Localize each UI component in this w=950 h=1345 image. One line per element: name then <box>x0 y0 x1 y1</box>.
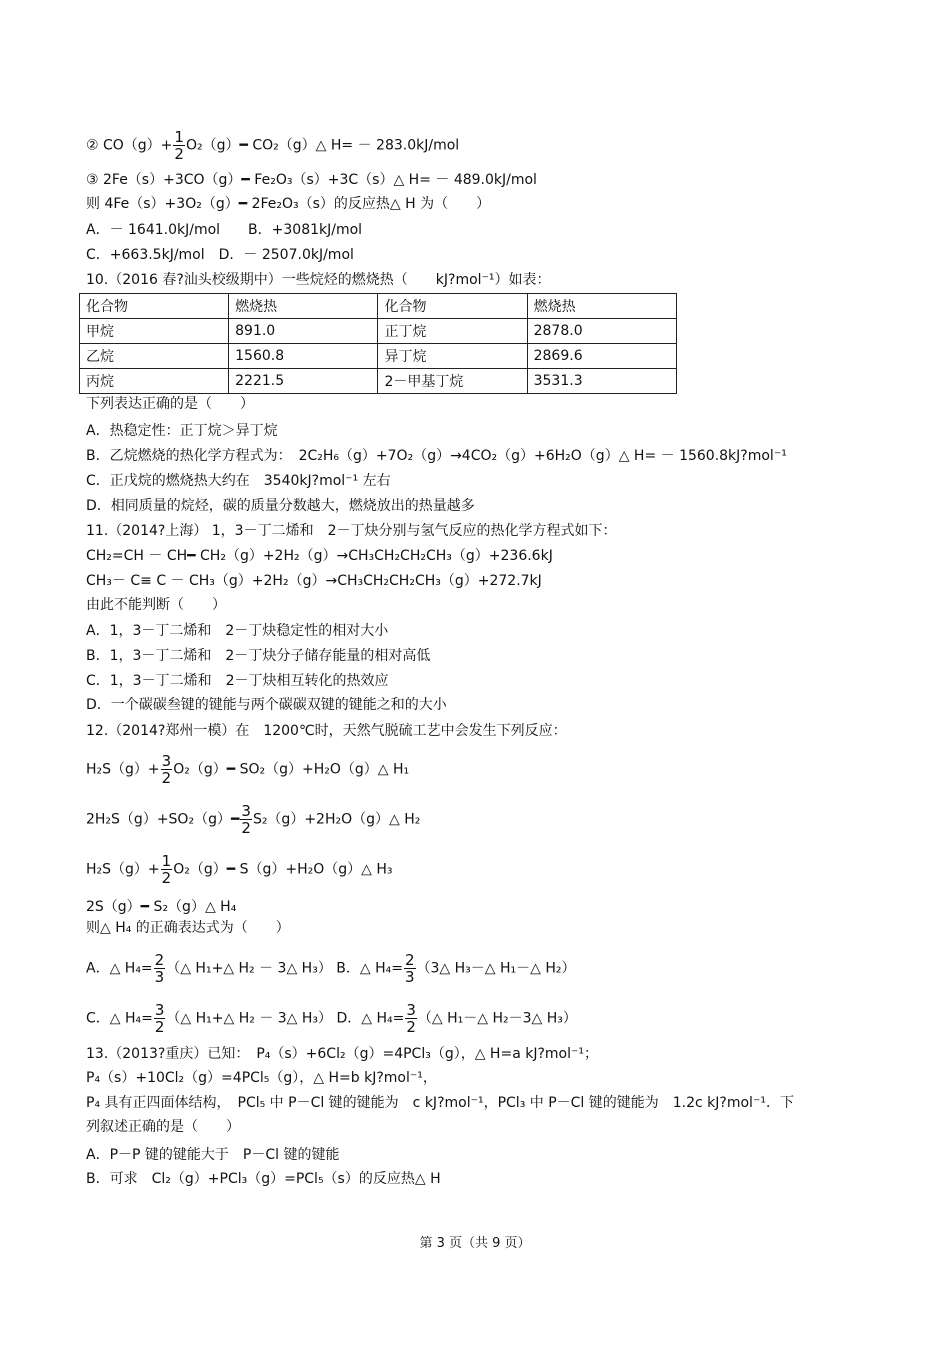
q10-option-d: D．相同质量的烷烃，碳的质量分数越大，燃烧放出的热量越多 <box>86 498 475 514</box>
q9-options-cd: C．+663.5kJ/mol D．－ 2507.0kJ/mol <box>86 247 354 263</box>
q12-equation-3: H₂S（g）+ $\frac{1}{2}$ O₂（g）━ S（g）+H₂O（g）△ H₃ <box>86 852 393 887</box>
table-cell: 正丁烷 <box>378 319 527 344</box>
q11-ask: 由此不能判断（ ） <box>86 597 226 613</box>
table-cell: 2878.0 <box>527 319 676 344</box>
q11-option-c: C．1，3－丁二烯和 2－丁炔相互转化的热效应 <box>86 673 389 689</box>
q12-options-ab: A．△ H₄= $\frac{2}{3}$ （△ H₁+△ H₂ － 3△ H₃） B．△ H₄= $\frac{2}{3}$ （3△ H₃－△ H₁－△ H₂） <box>86 951 576 986</box>
table-cell: 3531.3 <box>527 369 676 394</box>
q10-ask: 下列表达正确的是（ ） <box>86 396 254 412</box>
fraction: $\frac{1}{2}$ <box>161 852 172 887</box>
fraction: $\frac{1}{2}$ <box>174 128 184 163</box>
table-cell: 891.0 <box>229 319 378 344</box>
q13-line-2: P₄（s）+10Cl₂（g）=4PCl₅（g），△ H=b kJ?mol⁻¹， <box>86 1070 437 1086</box>
table-cell: 丙烷 <box>80 369 229 394</box>
q13-option-a: A．P－P 键的键能大于 P－Cl 键的键能 <box>86 1147 340 1163</box>
fraction: $\frac{3}{2}$ <box>406 1001 416 1036</box>
page-footer: 第 3 页（共 9 页） <box>419 1236 531 1251</box>
table-header-cell: 燃烧热 <box>527 294 676 319</box>
table-cell: 2221.5 <box>229 369 378 394</box>
q10-option-b: B．乙烷燃烧的热化学方程式为： 2C₂H₆（g）+7O₂（g）→4CO₂（g）+6H₂O（g）△ H= － 1560.8kJ?mol⁻¹ <box>86 448 787 464</box>
table-cell: 异丁烷 <box>378 344 527 369</box>
table-row <box>80 369 677 394</box>
fraction: $\frac{3}{2}$ <box>161 752 172 787</box>
q11-equation-2: CH₃－ C≡ C － CH₃（g）+2H₂（g）→CH₃CH₂CH₂CH₃（g）+272.7kJ <box>86 573 542 589</box>
q13-option-b: B．可求 Cl₂（g）+PCl₃（g）=PCl₅（s）的反应热△ H <box>86 1171 441 1187</box>
fraction: $\frac{3}{2}$ <box>241 802 251 837</box>
table-cell: 1560.8 <box>229 344 378 369</box>
q12-equation-2: 2H₂S（g）+SO₂（g）━ $\frac{3}{2}$ S₂（g）+2H₂O（g）△ H₂ <box>86 802 421 837</box>
equation-2: ② CO（g）+ $\frac{1}{2}$ O₂（g）━ CO₂（g）△ H= － 283.0kJ/mol <box>86 128 460 163</box>
fraction: $\frac{2}{3}$ <box>404 951 415 986</box>
q11-option-b: B．1，3－丁二烯和 2－丁炔分子储存能量的相对高低 <box>86 648 431 664</box>
q10-option-c: C．正戊烷的燃烧热大约在 3540kJ?mol⁻¹ 左右 <box>86 473 391 489</box>
q12-ask: 则△ H₄ 的正确表达式为（ ） <box>86 920 290 936</box>
q12-options-cd: C．△ H₄= $\frac{3}{2}$ （△ H₁+△ H₂ － 3△ H₃） D．△ H₄= $\frac{3}{2}$ （△ H₁－△ H₂－3△ H₃） <box>86 1001 577 1036</box>
q13-line-3: P₄ 具有正四面体结构， PCl₅ 中 P－Cl 键的键能为 c kJ?mol⁻¹，PCl₃ 中 P－Cl 键的键能为 1.2c kJ?mol⁻¹．下 <box>86 1095 794 1111</box>
q11-option-d: D．一个碳碳叁键的键能与两个碳碳双键的键能之和的大小 <box>86 697 447 713</box>
fraction: $\frac{2}{3}$ <box>154 951 165 986</box>
fraction: $\frac{3}{2}$ <box>154 1001 165 1036</box>
table-header-cell: 化合物 <box>80 294 229 319</box>
equation-3: ③ 2Fe（s）+3CO（g）━ Fe₂O₃（s）+3C（s）△ H= － 489.0kJ/mol <box>86 172 537 188</box>
q13-line-4: 列叙述正确的是（ ） <box>86 1119 240 1135</box>
q12-stem: 12.（2014?郑州一模）在 1200℃时，天然气脱硫工艺中会发生下列反应： <box>86 723 567 739</box>
q10-stem: 10.（2016 春?汕头校级期中）一些烷烃的燃烧热（ kJ?mol⁻¹）如表： <box>86 272 551 288</box>
q11-stem: 11.（2014?上海） 1，3－丁二烯和 2－丁炔分别与氢气反应的热化学方程式如下： <box>86 523 617 539</box>
table-row <box>80 344 677 369</box>
table-cell: 2869.6 <box>527 344 676 369</box>
table-cell: 乙烷 <box>80 344 229 369</box>
table-header-cell: 化合物 <box>378 294 527 319</box>
q9-stem: 则 4Fe（s）+3O₂（g）━ 2Fe₂O₃（s）的反应热△ H 为（ ） <box>86 196 491 212</box>
table-cell: 甲烷 <box>80 319 229 344</box>
q12-equation-4: 2S（g）━ S₂（g）△ H₄ <box>86 899 237 915</box>
q10-option-a: A．热稳定性：正丁烷＞异丁烷 <box>86 423 278 439</box>
q13-line-1: 13.（2013?重庆）已知： P₄（s）+6Cl₂（g）=4PCl₃（g），△ H=a kJ?mol⁻¹； <box>86 1046 598 1062</box>
q11-option-a: A．1，3－丁二烯和 2－丁炔稳定性的相对大小 <box>86 623 389 639</box>
combustion-heat-table <box>79 293 677 394</box>
table-cell: 2－甲基丁烷 <box>378 369 527 394</box>
q12-equation-1: H₂S（g）+ $\frac{3}{2}$ O₂（g）━ SO₂（g）+H₂O（g）△ H₁ <box>86 752 410 787</box>
q9-options-ab: A．－ 1641.0kJ/mol B．+3081kJ/mol <box>86 222 363 238</box>
table-header-cell: 燃烧热 <box>229 294 378 319</box>
table-row <box>80 319 677 344</box>
table-header-row <box>80 294 677 319</box>
q11-equation-1: CH₂=CH － CH━ CH₂（g）+2H₂（g）→CH₃CH₂CH₂CH₃（g）+236.6kJ <box>86 548 553 564</box>
